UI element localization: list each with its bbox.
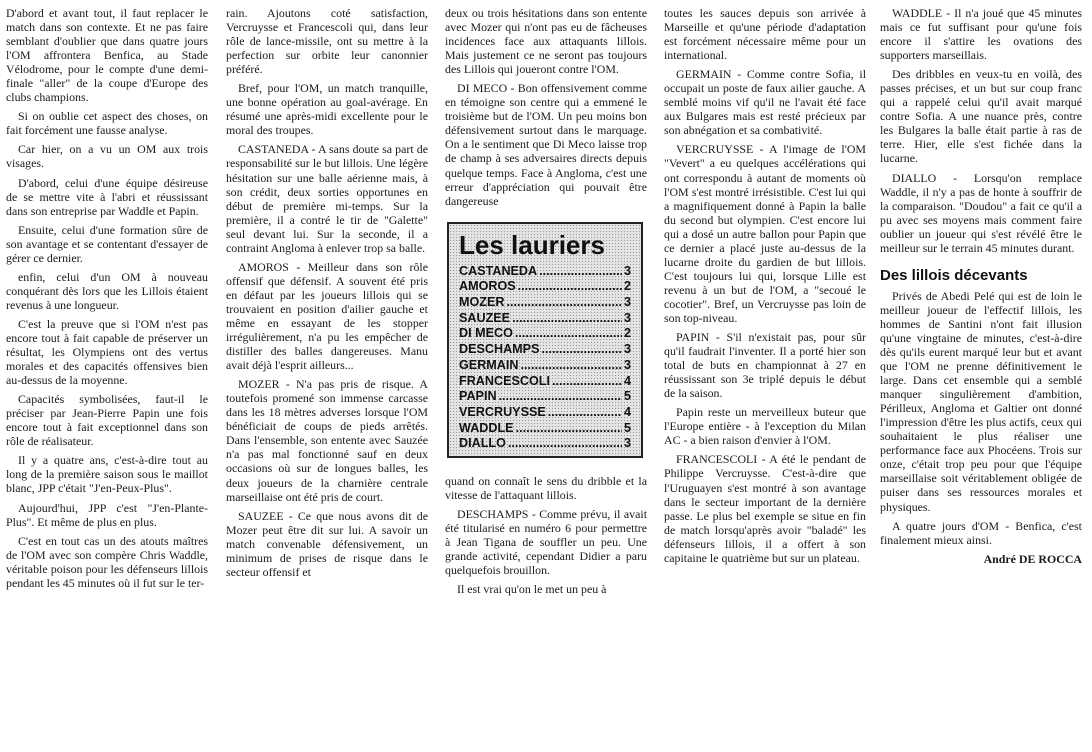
paragraph: FRANCESCOLI - A été le pendant de Philippe Vercruysse. C'est-à-dire que l'Uruguayen s'est montré à son avantage dans le secteur important de la dernière passe. Le plus bel exemple se situe en fin de match lorsqu'après avoir "baladé" les défenseurs lillois, il a offert à son capitaine le quatrième but sur un plateau.	[664, 452, 866, 565]
rating-row	[459, 436, 631, 452]
player-score: 5	[623, 389, 631, 404]
leader-dots	[508, 436, 622, 452]
paragraph: Papin reste un merveilleux buteur que l'Europe entière - à l'exception du Milan AC - a bien raison d'envier à l'OM.	[664, 405, 866, 448]
paragraph: C'est la preuve que si l'OM n'est pas encore tout à fait capable de préserver un résultat, les Olympiens ont des vertus morales et des capacités offensives bien au-dessus de la moyenne.	[6, 316, 208, 388]
ratings-list	[459, 264, 631, 452]
column-5	[880, 6, 1082, 748]
player-name: DESCHAMPS	[459, 342, 540, 357]
rating-row	[459, 405, 631, 421]
leader-dots	[506, 295, 622, 311]
leader-dots	[518, 279, 622, 295]
player-score: 2	[623, 279, 631, 294]
author-signature: André DE ROCCA	[983, 551, 1082, 566]
paragraph: Ensuite, celui d'une formation sûre de son avantage et se contentant d'essayer de gérer ce dernier.	[6, 222, 208, 265]
rating-row	[459, 389, 631, 405]
leader-dots	[512, 311, 622, 327]
paragraph: DI MECO - Bon offensivement comme en témoigne son centre qui a emmené le troisième but de l'OM. Un peu moins bon défensivement surtout dans le marquage. On a le sentiment que Di Meco laisse trop de champ à ses adversaires directs depuis quelque temps. Face à Angloma, c'est une erreur d'appréciation qui pouvait être dangereuse	[445, 81, 647, 208]
leader-dots	[552, 374, 622, 390]
player-score: 3	[623, 436, 631, 451]
player-name: DIALLO	[459, 436, 506, 451]
rating-row	[459, 279, 631, 295]
rating-row	[459, 421, 631, 437]
leader-dots	[541, 342, 622, 358]
paragraph: AMOROS - Meilleur dans son rôle offensif que défensif. A souvent été pris en défaut par les joueurs lillois qui se trouvaient en position d'ailier gauche et même en essayant de les stopper irrégulièrement, n'a pu les empêcher de distiller des balles dangereuses. Manu avait déjà l'esprit ailleurs...	[226, 259, 428, 373]
rating-row	[459, 374, 631, 390]
paragraph: CASTANEDA - A sans doute sa part de responsabilité sur le but lillois. Une légère hésitation sur une balle aérienne mais, à son crédit, deux sorties opportunes en début de première mi-temps. Sur la première, il a contré le tir de "Galette" seul devant lui. Sur la seconde, il a contraint Angloma à enlever trop sa balle.	[226, 142, 428, 255]
paragraph: Il y a quatre ans, c'est-à-dire tout au long de la première saison sous le maillot blanc, JPP c'était "J'en-Peux-Plus".	[6, 453, 208, 496]
section-headline: Des lillois décevants	[880, 266, 1028, 284]
leader-dots	[539, 264, 622, 280]
paragraph: Car hier, on a vu un OM aux trois visages.	[6, 142, 208, 171]
column-2	[226, 6, 428, 748]
paragraph: WADDLE - Il n'a joué que 45 minutes mais ce fut suffisant pour qu'une fois encore il s'attire les ovations des supporters marseillais.	[880, 6, 1082, 63]
player-name: VERCRUYSSE	[459, 404, 546, 419]
ratings-box-title: Les lauriers	[459, 229, 605, 260]
player-score: 5	[623, 420, 631, 435]
paragraph: D'abord et avant tout, il faut replacer le match dans son contexte. Et ne pas faire semblant d'oublier que dans quatre jours l'OM affrontera Benfica, au Stade Vélodrome, pour le compte d'une demi-finale "aller" de la coupe d'Europe des clubs champions.	[6, 6, 208, 105]
paragraph: Des dribbles en veux-tu en voilà, des passes précises, et un but sur coup franc qui a rappelé celui qu'il avait marqué contre Sofia. A une nuance près, contre les Bulgares la balle était partie à ras de terre. Hier, elle s'est fichée dans la lucarne.	[880, 67, 1082, 166]
paragraph: enfin, celui d'un OM à nouveau conquérant dès lors que les Lillois étaient revenus à une longueur.	[6, 269, 208, 312]
paragraph: Il est vrai qu'on le met un peu à	[457, 582, 607, 597]
player-score: 4	[623, 404, 631, 419]
paragraph: SAUZEE - Ce que nous avons dit de Mozer peut être dit sur lui. A savoir un match convenable défensivement, un minimum de prises de risque dans le secteur offensif et	[226, 508, 428, 579]
paragraph: Si on oublie cet aspect des choses, on fait forcément une fausse analyse.	[6, 109, 208, 138]
rating-row	[459, 264, 631, 280]
paragraph: MOZER - N'a pas pris de risque. A toutefois promené son immense carcasse dans les 18 mètres adverses lorsque l'OM bénéficiait de coups de pieds arrêtés. Dans l'ensemble, son entente avec Sauzée n'a pas mal fonctionné sauf en deux occasions où sur de longues balles, les deux joueurs de la charnière centrale marseillaise ont été pris de court.	[226, 377, 428, 504]
player-score: 3	[623, 357, 631, 372]
player-name: GERMAIN	[459, 357, 519, 372]
paragraph: Bref, pour l'OM, un match tranquille, une bonne opération au goal-avérage. En résumé une après-midi excellente pour le moral des troupes.	[226, 81, 428, 138]
leader-dots	[516, 421, 622, 437]
paragraph: GERMAIN - Comme contre Sofia, il occupait un poste de faux ailier gauche. A semblé moins vif qu'il ne l'avait été face aux Bulgares mais est resté précieux par son abnégation et sa combativité.	[664, 67, 866, 138]
paragraph: rain. Ajoutons coté satisfaction, Vercruysse et Francescoli qui, dans leur rôle de lance-missile, ont su mettre à la perfection sur orbite leur canonnier préféré.	[226, 6, 428, 77]
player-score: 4	[623, 373, 631, 388]
paragraph: Aujourd'hui, JPP c'est "J'en-Plante-Plus". Et même de plus en plus.	[6, 500, 208, 529]
player-name: WADDLE	[459, 420, 514, 435]
rating-row	[459, 326, 631, 342]
paragraph: D'abord, celui d'une équipe désireuse de se mettre vite à l'abri et réussissant dans son entreprise par Waddle et Papin.	[6, 175, 208, 218]
player-name: PAPIN	[459, 389, 497, 404]
paragraph: Capacités symbolisées, faut-il le préciser par Jean-Pierre Papin une fois encore tout à fait exceptionnel dans son rôle de réalisateur.	[6, 392, 208, 449]
paragraph: VERCRUYSSE - A l'image de l'OM "Vevert" a eu quelques accélérations qui ont correspondu à autant de moments où l'OM s'est montré irrésistible. C'est lui qui a magnifiquement donné à Papin la balle du second but olympien. C'est encore lui qui a dosé un autre ballon pour Papin que ce dernier a placé juste au-dessus de la lucarne droite du gardien de but lillois. C'est toujours lui qui, lorsque Lille est revenu à un but de l'OM, a "secoué le cocotier". Bref, un Vercruysse pas loin de son top-niveau.	[664, 142, 866, 325]
rating-row	[459, 295, 631, 311]
leader-dots	[499, 389, 622, 405]
player-score: 3	[623, 295, 631, 310]
player-name: MOZER	[459, 295, 505, 310]
rating-row	[459, 358, 631, 374]
leader-dots	[520, 358, 622, 374]
player-name: FRANCESCOLI	[459, 373, 550, 388]
player-score: 3	[623, 310, 631, 325]
player-name: AMOROS	[459, 279, 516, 294]
column-1	[6, 6, 208, 748]
column-4	[664, 6, 866, 748]
paragraph: C'est en tout cas un des atouts maîtres de l'OM avec son compère Chris Waddle, véritable poison pour les défenseurs lillois pendant les 45 minutes où il fut sur le ter-	[6, 533, 208, 590]
player-name: SAUZEE	[459, 310, 511, 325]
ratings-box	[447, 222, 643, 458]
paragraph: toutes les sauces depuis son arrivée à Marseille et qu'une période d'adaptation est forcément nécessaire même pour un international.	[664, 6, 866, 63]
player-score: 2	[623, 326, 631, 341]
paragraph: Privés de Abedi Pelé qui est de loin le meilleur joueur de l'effectif lillois, les hommes de Santini n'ont fait illusion qu'une vingtaine de minutes, c'est-à-dire dès qu'ils eurent marqué leur but et avant que l'OM ne prenne définitivement le large. Dans cet ensemble qui a semblé manquer singulièrement d'ambition, Périlleux, Angloma et Galtier ont donné l'impression d'être les plus actifs, ceux qui souhaitaient le plus réaliser une performance face aux Phocéens. Trois sur onze, c'était trop peu pour que l'équipe marseillaise soit véritablement obligée de puiser dans ses ressources morales et physiques.	[880, 288, 1082, 514]
paragraph: DESCHAMPS - Comme prévu, il avait été titularisé en numéro 6 pour permettre à Jean Tigana de souffler un peu. Une grande activité, cependant Didier a paru quelquefois brouillon.	[445, 507, 647, 578]
paragraph: A quatre jours d'OM - Benfica, c'est finalement mieux ainsi.	[880, 518, 1082, 547]
paragraph: DIALLO - Lorsqu'on remplace Waddle, il n'y a pas de honte à souffrir de la comparaison. "Doudou" a fait ce qu'il a pu avec ses moyens mais comment faire oublier un joueur qui s'est révélé être le meilleur sur le terrain 45 minutes durant.	[880, 170, 1082, 255]
paragraph: deux ou trois hésitations dans son entente avec Mozer qui n'ont pas eu de fâcheuses incidences face aux attaquants lillois. Mais justement ce ne seront pas toujours des Lillois qui joueront contre l'OM.	[445, 6, 647, 77]
player-score: 3	[623, 263, 631, 278]
player-name: DI MECO	[459, 326, 513, 341]
paragraph: quand on connaît le sens du dribble et la vitesse de l'attaquant lillois.	[445, 474, 647, 503]
column-3	[445, 6, 647, 748]
player-name: CASTANEDA	[459, 263, 538, 278]
leader-dots	[548, 405, 622, 421]
rating-row	[459, 342, 631, 358]
player-score: 3	[623, 342, 631, 357]
leader-dots	[515, 326, 622, 342]
rating-row	[459, 311, 631, 327]
paragraph: PAPIN - S'il n'existait pas, pour sûr qu'il faudrait l'inventer. Il a porté hier son total de buts en championnat à 27 en réussissant son 3e triplé depuis le début de la saison.	[664, 330, 866, 401]
